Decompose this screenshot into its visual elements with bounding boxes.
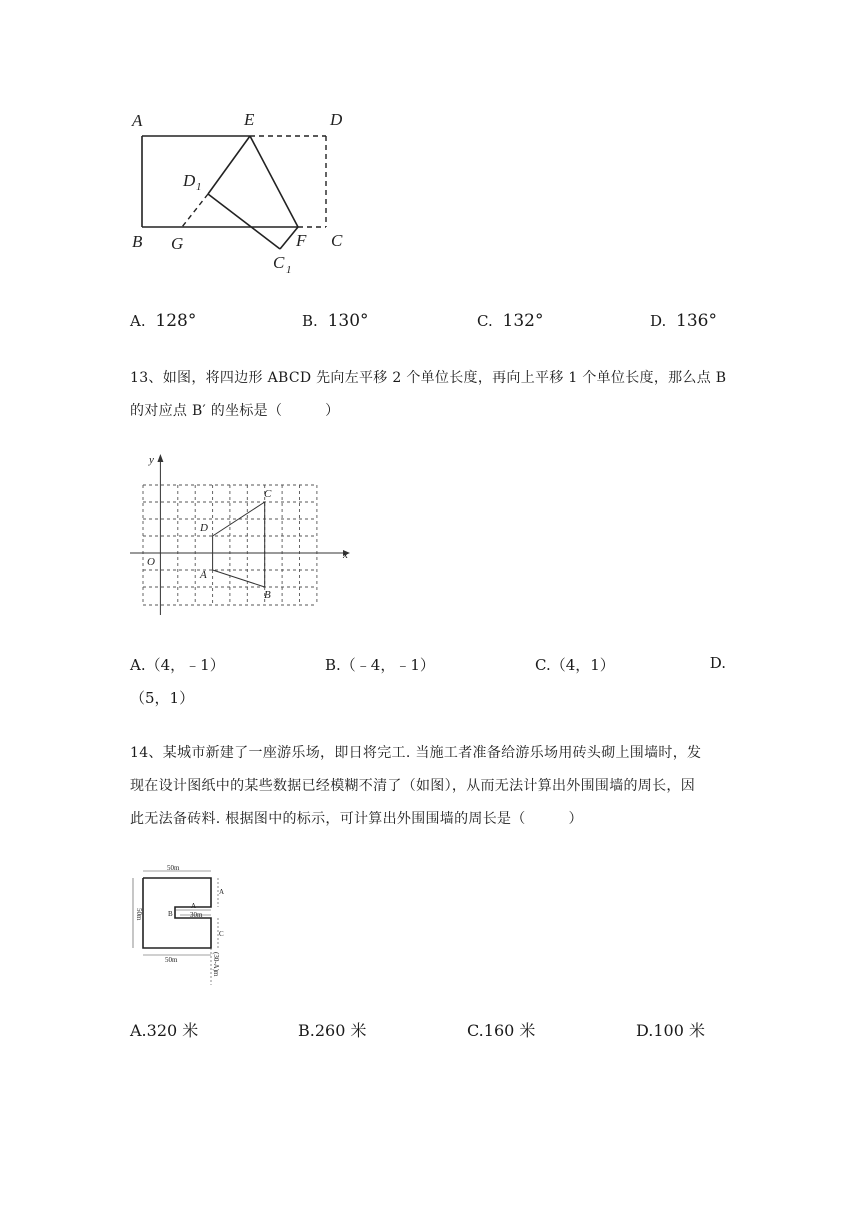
q14-option-c[interactable]	[467, 1018, 535, 1041]
option-value: 132°	[502, 311, 544, 331]
option-value: （4，1）	[550, 656, 615, 674]
option-letter: A.	[130, 312, 146, 330]
option-letter: A.	[130, 1021, 147, 1040]
label-c: C	[331, 231, 343, 250]
label-b: B	[168, 910, 173, 918]
label-b: B	[132, 232, 143, 251]
option-letter: B.	[325, 656, 341, 674]
label-f: F	[296, 231, 307, 250]
quadrilateral-abcd	[213, 502, 265, 587]
option-letter: B.	[298, 1021, 315, 1040]
label-c1-sub: 1	[286, 264, 292, 276]
x-axis-label: x	[343, 549, 348, 561]
option-value: 320 米	[146, 1021, 199, 1040]
option-value: 128°	[155, 311, 197, 331]
option-value: 100 米	[653, 1021, 705, 1040]
option-value: 160 米	[483, 1021, 536, 1040]
q14-line-2: 现在设计图纸中的某些数据已经模糊不清了（如图），从而无法计算出外围围墙的周长，因	[130, 778, 695, 794]
dim-inner: 30m	[190, 911, 203, 919]
option-value: （5，1）	[130, 689, 195, 707]
option-letter: B.	[302, 312, 318, 330]
label-point-d: D	[200, 522, 208, 534]
label-a-inner: A	[191, 902, 197, 910]
q14-option-a[interactable]	[130, 1018, 198, 1041]
q14-line-3: 此无法备砖料. 根据图中的标示，可计算出外围围墙的周长是（ ）	[130, 811, 583, 827]
q12-figure	[120, 100, 360, 280]
grid-lines	[143, 485, 317, 605]
dim-bottom: 50m	[165, 956, 178, 964]
label-c: C	[219, 930, 224, 938]
origin-label: O	[147, 556, 155, 568]
option-letter: D.	[636, 1021, 654, 1040]
label-d1: D	[183, 171, 196, 190]
label-d1-sub: 1	[196, 181, 202, 193]
y-axis-arrow	[157, 454, 163, 462]
dim-top: 50m	[167, 864, 180, 872]
option-letter: C.	[467, 1021, 484, 1040]
q14-option-d[interactable]	[636, 1018, 705, 1041]
q14-question-text	[130, 737, 750, 836]
label-point-c: C	[264, 488, 272, 500]
q13-line-2: 的对应点 B′ 的坐标是（ ）	[130, 403, 340, 419]
q12-option-b[interactable]	[302, 311, 369, 331]
q13-option-c[interactable]	[535, 654, 615, 675]
option-value: 130°	[327, 311, 369, 331]
label-a-right: A	[219, 888, 225, 896]
segment-d1g-dashed	[182, 194, 208, 227]
q14-figure	[125, 860, 245, 990]
option-letter: A.	[130, 656, 146, 674]
label-c1: C	[273, 253, 285, 272]
q14-line-1: 14、某城市新建了一座游乐场，即日将完工. 当施工者准备给游乐场用砖头砌上围墙时，发	[130, 745, 702, 761]
segment-ef	[250, 136, 298, 227]
q14-option-b[interactable]	[298, 1018, 366, 1041]
option-letter: C.	[477, 312, 493, 330]
label-point-a: A	[200, 569, 207, 581]
label-d: D	[330, 110, 343, 129]
option-value: （﹣4，﹣1）	[340, 656, 435, 674]
q13-coordinate-figure	[125, 450, 360, 620]
label-e: E	[244, 110, 255, 129]
option-letter: C.	[535, 656, 551, 674]
segment-d1c1	[208, 194, 280, 249]
segment-ed1	[208, 136, 250, 194]
option-value: （4，﹣1）	[145, 656, 225, 674]
label-point-b: B	[264, 589, 271, 601]
q12-option-a[interactable]	[130, 311, 196, 331]
q13-option-a[interactable]	[130, 654, 225, 675]
option-value: 136°	[676, 311, 717, 331]
option-value: 260 米	[314, 1021, 367, 1040]
q13-option-b[interactable]	[325, 654, 435, 675]
q12-option-d[interactable]	[650, 311, 717, 331]
y-axis-label: y	[149, 454, 154, 466]
label-g: G	[171, 234, 184, 253]
q12-option-c[interactable]	[477, 311, 543, 331]
q13-question-text	[130, 362, 750, 428]
dim-left: 50m	[135, 908, 143, 921]
option-letter: D.	[650, 312, 667, 330]
option-letter: D.	[709, 654, 726, 672]
label-a: A	[132, 111, 143, 130]
dim-bottom-right: (30-A)m	[212, 952, 220, 977]
q13-line-1: 13、如图，将四边形 ABCD 先向左平移 2 个单位长度，再向上平移 1 个单位长度，那么点 B	[130, 370, 727, 386]
